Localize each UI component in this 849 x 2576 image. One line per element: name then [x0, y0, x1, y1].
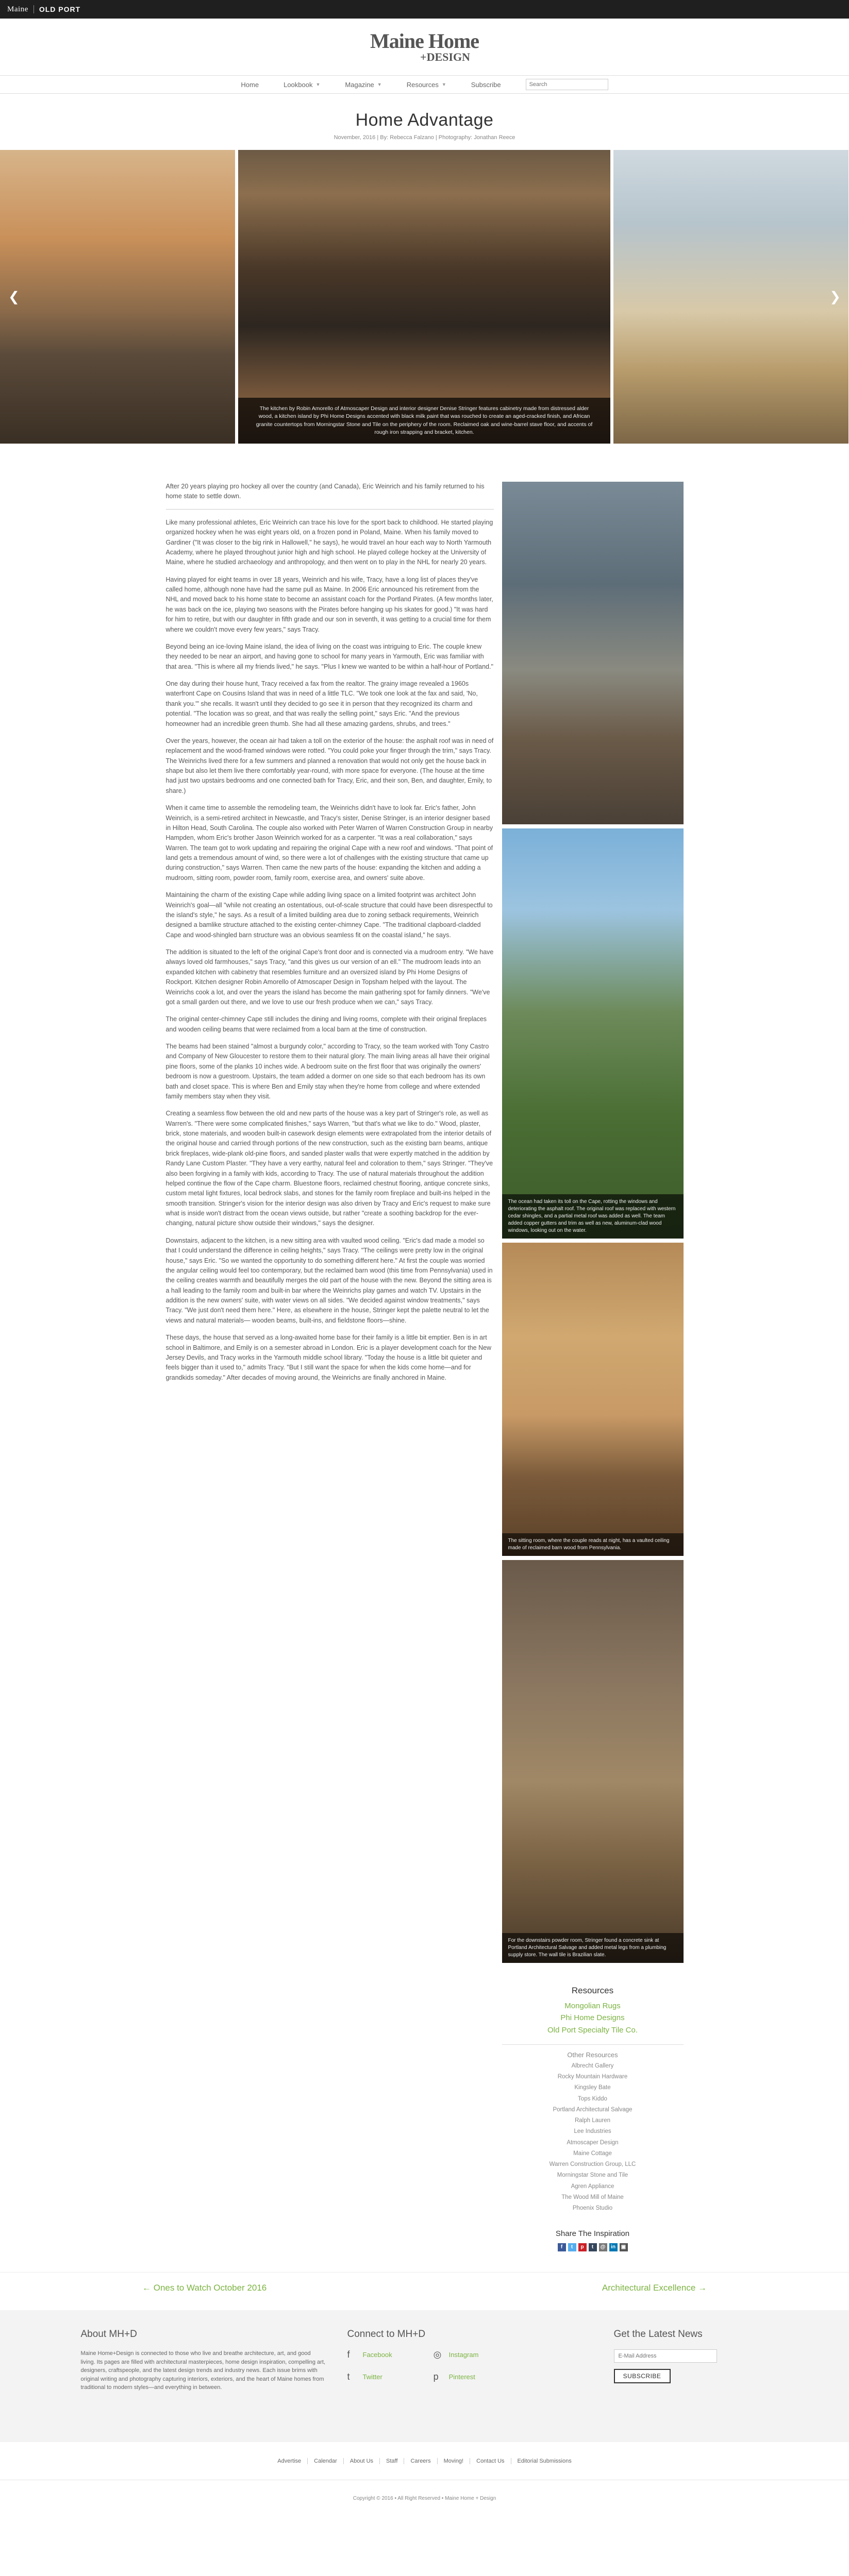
article-paragraph: These days, the house that served as a long-awaited home base for their family is a little bit emptier. Ben is in art school in Baltimore, and Emily is on a semester abroad in London. Eric is a player development coach for the New Jersey Devils, and Tracy works in the Yarmouth middle school library. "Today the house is a little bit quieter and feels bigger than it used to," admits Tracy. "But I still want the space for when the kids come home—and for grandkids someday." After decades of moving around, the Weinrichs are finally anchored in Maine.: [165, 1334, 492, 1381]
resources-section: [502, 1986, 684, 2214]
copyright: Copyright © 2016 • All Right Reserved • Maine Home + Design: [353, 2496, 496, 2502]
post-navigation: [0, 2272, 849, 2303]
list-item: Rocky Mountain Hardware: [557, 2074, 628, 2080]
instagram-link[interactable]: ◎ Instagram: [433, 2349, 479, 2360]
photo-caption: For the downstairs powder room, Stringer found a concrete sink at Portland Architectural Salvage and added metal legs from a plumbing supply store. The wall tile is Brazilian slate.: [502, 1933, 684, 1963]
footer-link-calendar[interactable]: Calendar: [308, 2458, 344, 2464]
list-item: Ralph Lauren: [574, 2117, 611, 2124]
next-post-link[interactable]: Architectural Excellence →: [602, 2282, 707, 2293]
footer-link-about-us[interactable]: About Us: [344, 2458, 380, 2464]
article-meta: November, 2016 | By: Rebecca Falzano | Photography: Jonathan Reece: [334, 134, 515, 141]
print-icon[interactable]: ▣: [620, 2243, 628, 2251]
twitter-link[interactable]: t Twitter: [347, 2371, 382, 2382]
featured-resources: [502, 2000, 684, 2036]
article-paragraph: Having played for eight teams in over 18 years, Weinrich and his wife, Tracy, have a long list of places they've called home, although none have had the same pull as Maine. In 2006 Eric announced his retirement from the NHL and moved back to his home state to become an assistant coach for the Portland Pirates. (A few months later, he was back on the ice, playing two seasons with the Pirates before hanging up his skates for good.) "It was hard for him to retire, but with our daughter in fifth grade and our son in seventh, it was getting to a crucial time for them where we couldn't move every few years," says Tracy.: [165, 575, 493, 633]
other-resources-heading: Other Resources: [567, 2050, 618, 2059]
chevron-left-icon[interactable]: ❮: [8, 289, 20, 304]
chevron-down-icon: ▼: [441, 82, 446, 87]
linkedin-icon[interactable]: in: [609, 2243, 618, 2251]
footer-link-contact-us[interactable]: Contact Us: [470, 2458, 511, 2464]
list-item: Maine Cottage: [573, 2150, 612, 2157]
list-item: The Wood Mill of Maine: [561, 2194, 624, 2200]
site-footer: [0, 2310, 849, 2442]
facebook-icon: f: [347, 2349, 350, 2360]
footer-links: [0, 2442, 849, 2480]
list-item: Tops Kiddo: [578, 2095, 607, 2102]
gallery-image-exterior[interactable]: [0, 150, 235, 444]
article-paragraph: Downstairs, adjacent to the kitchen, is a new sitting area with vaulted wood ceiling. "Eric's dad made a model so that I could understand the difference in ceiling heights," says Tracy. "The ceilings were pretty low in the original house," says Eric. "So we wanted the opportunity to do something different here." At first the couple was worried the angular ceiling would feel too contemporary, but the reclaimed barn wood (this time from Pennsylvania) used in the ceiling creates warmth and beautifully merges the old part of the house with the new. Beyond the sitting area is a hall leading to the family room and built-in bar where the Weinrichs play games and watch TV. Upstairs in the addition is the new owners' suite, with water views on all sides. "We decided against window treatments," says Tracy. "We just don't need them here." Here, as elsewhere in the house, Stringer kept the palette neutral to let the views and natural materials— wooden beams, built-ins, and fieldstone floors—shine.: [165, 1236, 493, 1324]
tumblr-icon[interactable]: t: [589, 2243, 597, 2251]
nav-item-resources[interactable]: Resources ▼: [406, 80, 446, 89]
subscribe-button[interactable]: SUBSCRIBE: [614, 2369, 671, 2383]
resources-heading: Resources: [571, 1986, 614, 1995]
resource-link[interactable]: Mongolian Rugs: [564, 2002, 621, 2010]
nav-item-subscribe[interactable]: Subscribe: [471, 80, 501, 89]
article-paragraph: The beams had been stained "almost a burgundy color," according to Tracy, so the team worked with Tony Castro and Company of New Gloucester to restore them to their natural glory. The main living areas all have their original pine floors, some of the planks 10 inches wide. A bedroom suite on the first floor that was originally the owners' bedroom is now a guestroom. Upstairs, the team added a dormer on one side so that each bedroom has its own bath and closet space. This is where Ben and Emily stay when they're home from college and where extended family members stay when they visit.: [165, 1043, 490, 1100]
footer-link-editorial-submissions[interactable]: Editorial Submissions: [517, 2458, 572, 2464]
gallery-image-kitchen[interactable]: [238, 150, 610, 444]
article-paragraph: One day during their house hunt, Tracy received a fax from the realtor. The grainy image revealed a 1960s waterfront Cape on Cousins Island that was in need of a little TLC. "We took one look at the fax and said, 'No, thank you.'" she recalls. It wasn't until they decided to go see it in person that they recognized its charm and potential. "The location was so great, and that was really the selling point," says Eric. "And the previous homeowner had an incredible green thumb. She had all these amazing gardens, shrubs, and trees.": [165, 680, 478, 727]
logo-sub-text: +DESIGN: [420, 50, 470, 63]
hero-gallery: [0, 150, 849, 444]
divider: [166, 509, 494, 510]
photo-powder-room[interactable]: [502, 1560, 684, 1963]
twitter-icon[interactable]: t: [568, 2243, 576, 2251]
list-item: Albrecht Gallery: [571, 2062, 614, 2069]
share-heading: Share The Inspiration: [555, 2229, 630, 2239]
list-item: Atmoscaper Design: [567, 2139, 619, 2146]
facebook-link[interactable]: f Facebook: [347, 2349, 392, 2360]
instagram-icon: ◎: [433, 2349, 442, 2360]
gallery-image-living-room[interactable]: [613, 150, 848, 444]
list-item: Portland Architectural Salvage: [553, 2106, 632, 2113]
resource-link[interactable]: Old Port Specialty Tile Co.: [547, 2025, 638, 2035]
list-item: Morningstar Stone and Tile: [557, 2172, 628, 2179]
chevron-right-icon[interactable]: ❯: [829, 289, 841, 304]
article-paragraph: When it came time to assemble the remodeling team, the Weinrichs didn't have to look far. Eric's father, John Weinrich, is a semi-retired architect in Newcastle, and Tracy's sister, Denise Stringer, is an interior designer based in Hilton Head, South Carolina. The couple also worked with Peter Warren of Warren Construction Group in nearby Hampden, whom Eric's brother Jason Weinrich worked for as a carpenter. "It was a real collaboration," says Warren. The team got to work updating and repairing the original Cape with a new roof and windows. "That point of land gets a tremendous amount of wind, so there were a lot of challenges with the existing structure that came up during construction," says Warren. Then came the new parts of the house: expanding the kitchen and adding a mudroom, sitting room, powder room, family room, exercise area, and owners' suite above.: [165, 804, 493, 882]
nav-item-magazine[interactable]: Magazine ▼: [345, 80, 382, 89]
old-port-brand-link[interactable]: OLD PORT: [39, 5, 81, 13]
facebook-icon[interactable]: f: [558, 2243, 566, 2251]
footer-connect: [347, 2329, 614, 2442]
article-paragraph: Maintaining the charm of the existing Cape while adding living space on a limited footprint was architect John Weinrich's goal—all "while not creating an ostentatious, out-of-scale structure that could have been disrespectful to the island's style," he says. As a result of a limited building area due to zoning setback requirements, Weinrich designed a bamlike structure attached to the existing center-chimney Cape. "The traditional clapboard-cladded Cape and wood-shingled barn structure was an obvious seamless fit on the coastal island," he says.: [165, 891, 493, 939]
article-body: [166, 482, 494, 2251]
resource-link[interactable]: Phi Home Designs: [560, 2013, 625, 2023]
email-icon[interactable]: @: [599, 2243, 607, 2251]
page-title: Home Advantage: [355, 110, 494, 130]
maine-brand-link[interactable]: Maine: [7, 5, 28, 13]
nav-item-home[interactable]: Home: [241, 80, 259, 89]
nav-item-lookbook[interactable]: Lookbook ▼: [284, 80, 321, 89]
article-paragraph: Creating a seamless flow between the old and new parts of the house was a key part of Stringer's role, as well as Warren's. "There were some complicated finishes," says Warren, "but that's what we like to do." Wood, plaster, brick, stone materials, and wooden built-in casework design elements were extrapolated from the interior details of the original house and carried through portions of the new construction, such as the existing barn beams, antique brick fireplaces, wide-plank old-pine floors, and sanded plaster walls that were expertly matched in the addition by Randy Lane Custom Plaster. "They have a very earthy, natural feel and coloration to them," says Stringer. "They've also been forgiving in a family with kids, according to Tracy. The use of natural materials throughout the addition helped continue the flow of the Cape charm. Bluestone floors, reclaimed chestnut flooring, antique concrete sinks, custom metal light fixtures, local bedrock slabs, and stones for the family room fireplace and built-ins helped in the smooth transition. Stringer's vision for the interior design was also driven by Tracy and Eric's request to make sure what is inside won't distract from the ocean views outside, but rather "create a soothing backdrop for the ever-changing, natural picture show outside their windows," says the designer.: [165, 1110, 493, 1227]
pinterest-icon[interactable]: p: [578, 2243, 587, 2251]
pinterest-link[interactable]: p Pinterest: [433, 2371, 475, 2382]
chevron-down-icon: ▼: [377, 82, 382, 87]
previous-post-link[interactable]: ← Ones to Watch October 2016: [142, 2282, 267, 2293]
share-section: [502, 2229, 684, 2251]
divider: [502, 2044, 684, 2045]
photo-caption: The sitting room, where the couple reads at night, has a vaulted ceiling made of reclaimed barn wood from Pennsylvania.: [502, 1533, 684, 1556]
list-item: Agren Appliance: [571, 2183, 614, 2190]
photo-front-entry[interactable]: [502, 482, 684, 824]
twitter-icon: t: [347, 2371, 350, 2382]
gallery-caption: The kitchen by Robin Amorello of Atmoscaper Design and interior designer Denise Stringer features cabinetry made from distressed alder wood, a kitchen island by Phi Home Designs accented with black milk paint that was rouched to create an aged-cracked finish, and African granite countertops from Morningstar Stone and Tile on the periphery of the room. Reclaimed oak and wine-barrel stave floor, and accents of rough iron strapping and bracket, kitchen.: [238, 398, 610, 444]
list-item: Kingsley Bate: [574, 2084, 611, 2091]
footer-about-heading: About MH+D: [80, 2329, 137, 2340]
logo-main-text: Maine Home: [370, 29, 479, 53]
list-item: Phoenix Studio: [572, 2205, 613, 2212]
footer-link-advertise[interactable]: Advertise: [271, 2458, 308, 2464]
email-field[interactable]: [614, 2349, 717, 2363]
list-item: Lee Industries: [574, 2128, 611, 2135]
main-nav: [0, 75, 849, 94]
footer-about-text: Maine Home+Design is connected to those who live and breathe architecture, art, and good living. Its pages are filled with architectural masterpieces, home design inspiration, compelling art, designers, craftspeople, and the latest design trends and industry news. Each issue brims with original writing and photography capturing interiors, exteriors, and the heart of Maine homes from traditional to modern styles—and everything in between.: [80, 2350, 325, 2391]
footer-link-careers[interactable]: Careers: [404, 2458, 437, 2464]
top-bar: [0, 0, 849, 19]
footer-about: [81, 2329, 347, 2442]
share-icons: [502, 2243, 684, 2251]
article-paragraph: The addition is situated to the left of the original Cape's front door and is connected via a mudroom entry. "We have always loved old farmhouses," says Tracy, "and this gives us our version of an ell." The mudroom leads into an expanded kitchen with cabinetry that resembles furniture and an oversized island by Phi Home Designs of Rockport. Kitchen designer Robin Amorello of Atmoscaper Design in Topsham helped with the layout. The Weinrichs cook a lot, and over the years the island has become the main gathering spot for family dinners. "We've got a small garden out there, and we love to use our fresh produce when we can," says Tracy.: [165, 948, 494, 1006]
article-paragraph: Beyond being an ice-loving Maine island, the idea of living on the coast was intriguing to Eric. The couple knew they needed to be near an airport, and having gone to school for many years in Yarmouth, Eric was familiar with that area. "This is where all my friends lived," he says. "Plus I knew we wanted to be within a half-hour of Portland.": [165, 642, 493, 670]
article-paragraph: The original center-chimney Cape still includes the dining and living rooms, complete with their original fireplaces and wooden ceiling beams that were reclaimed from a local barn at the time of construction.: [165, 1015, 487, 1033]
footer-news-heading: Get the Latest News: [613, 2329, 703, 2340]
footer-link-staff[interactable]: Staff: [380, 2458, 404, 2464]
article-paragraph: Over the years, however, the ocean air had taken a toll on the exterior of the house: the asphalt roof was in need of replacement and the wood-framed windows were rotted. "You could poke your finger through the trim," says Tracy. The Weinrichs lived there for a few summers and planned a renovation that would not only get the house back in shape but also let them live there comfortably year-round, with more space for everyone. (The house at the time had just two upstairs bedrooms and one connected bath for Tracy, Eric, and their son, Ben, and daughter, Emily, to share.): [165, 737, 494, 794]
article-intro: After 20 years playing pro hockey all over the country (and Canada), Eric Weinrich and his family returned to his home state to settle down.: [165, 483, 485, 500]
footer-connect-heading: Connect to MH+D: [347, 2329, 426, 2340]
list-item: Warren Construction Group, LLC: [549, 2161, 636, 2168]
pinterest-icon: p: [433, 2371, 439, 2382]
article-sidebar: [502, 482, 684, 2251]
article-paragraph: Like many professional athletes, Eric Weinrich can trace his love for the sport back to childhood. He started playing organized hockey when he was eight years old, on a frozen pond in Poland, Maine. When his family moved to Gardiner ("It was closer to the big rink in Hallowell," he says), he would travel an hour each way to North Yarmouth Academy, where he played throughout junior high and high school. He played college hockey at the University of Maine, where he studied archaeology and anthropology, and then went on to play in the NHL for nearly 20 years.: [165, 518, 493, 566]
other-resources-list: [502, 2061, 684, 2214]
search-input[interactable]: [526, 79, 608, 90]
photo-exterior-lawn[interactable]: [502, 828, 684, 1239]
site-logo[interactable]: [0, 19, 849, 75]
article-content: [0, 482, 849, 2251]
photo-sitting-room[interactable]: [502, 1243, 684, 1556]
footer-link-moving[interactable]: Moving!: [438, 2458, 471, 2464]
chevron-down-icon: ▼: [315, 82, 321, 87]
social-links: [347, 2349, 593, 2394]
footer-newsletter: [614, 2329, 769, 2442]
photo-caption: The ocean had taken its toll on the Cape, rotting the windows and deteriorating the asphalt roof. The original roof was replaced with western cedar shingles, and a partial metal roof was added as well. The team added copper gutters and trim as well as new, aluminum-clad wood windows, looking out on the water.: [502, 1194, 684, 1239]
